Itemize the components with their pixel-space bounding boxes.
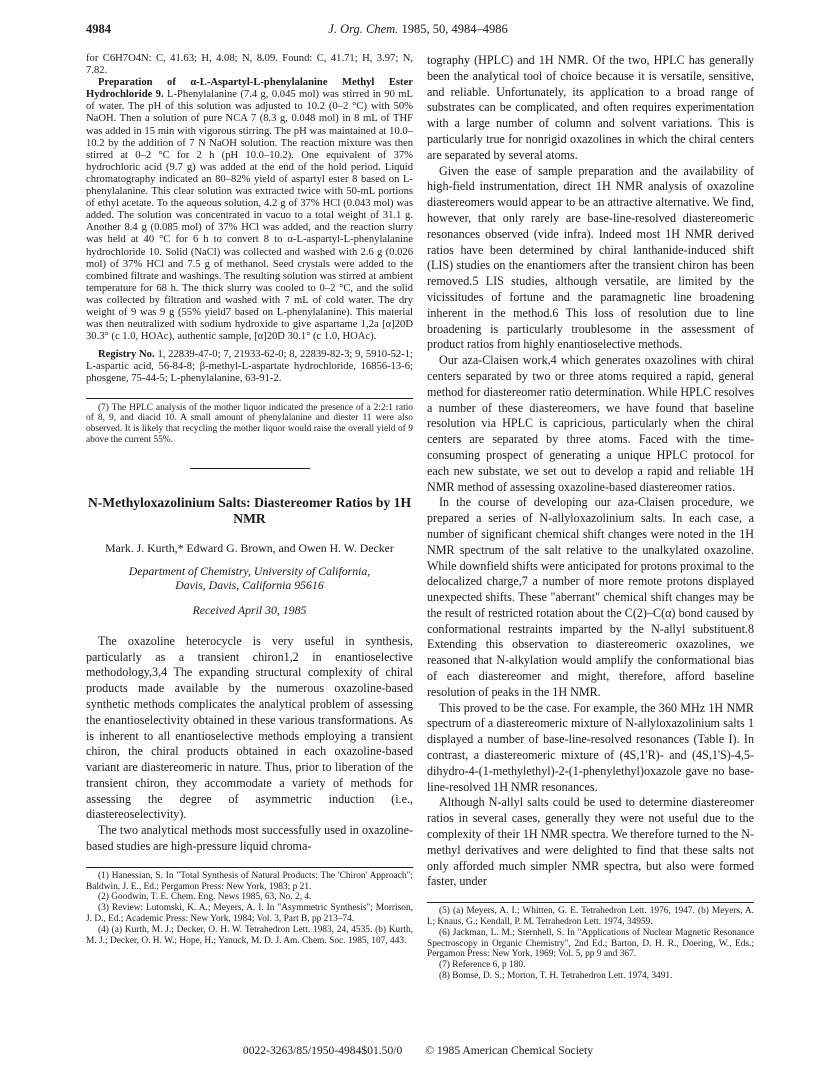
affiliation: Department of Chemistry, University of California, Davis, Davis, California 95616 <box>128 563 371 593</box>
authors: Mark. J. Kurth,* Edward G. Brown, and Owen H. W. Decker <box>105 540 394 555</box>
registry-paragraph <box>86 349 413 385</box>
volume-info: 1985, 50, 4984–4986 <box>401 22 508 36</box>
reference-7: (7) Reference 6, p 180. <box>439 960 526 971</box>
footnote-rule <box>86 398 413 399</box>
reference-4: (4) (a) Kurth, M. J.; Decker, O. H. W. Tetrahedron Lett. 1983, 24, 4535. (b) Kurth, M. J.; Decker, O. H. W.; Hope, H.; Yanuck, M. D. J. Am. Chem. Soc. 1985, 107, 443. <box>86 924 413 946</box>
body-paragraph-6: Although N-allyl salts could be used to determine diastereomer ratios in several cases, generally they were not useful due to the complexity of their 1H NMR spectra. We therefore turned to the N-methyl derivatives and were delighted to find that these salts not only afforded much simpler NMR spectra, but also were formed faster, under <box>427 795 754 889</box>
reference-3: (3) Review: Lutomski, K. A.; Meyers, A. I. In "Asymmetric Synthesis"; Morrison, J. D., Ed.; Academic Press: New York, 1984; Vol. 3, Part B, pp 213–74. <box>86 903 413 925</box>
preparation-paragraph <box>86 77 413 343</box>
body-paragraph-2: Given the ease of sample preparation and the availability of high-field instrumentation, direct 1H NMR analysis of oxazoline diastereomers would appear to be an attractive alternative. We find, however, that only rarely are base-line-resolved diastereomeric resonances observed (vide infra). Indeed most 1H NMR derived ratios have been determined by chiral lanthanide-induced shift (LIS) studies on the enantiomers after the transient chiron has been removed.5 LIS studies, although versatile, are limited by the vicissitudes of fortune and the paramagnetic line broadening inherent in the method.6 This loss of resolution due to line broadening is particularly troublesome in the assessment of product ratios from highly enantioselective methods. <box>427 163 754 352</box>
preparation-text: L-Phenylalanine (7.4 g, 0.045 mol) was stirred in 90 mL of water. The pH of this solution was adjusted to 10.2 (0–2 °C) with 50% NaOH. Then a solution of pure NCA 7 (8.3 g, 0.048 mol) in 8 mL of THF was added in 15 min with vigorous stirring. The pH was maintained at 10.0–10.2 by the addition of 7 N NaOH solution. The reaction mixture was then stirred at 0–2 °C for 2 h (pH 10.0–10.2). One equivalent of 37% hydrochloric acid (9.7 g) was added at the end of the hold period. Liquid chromatography indicated an 80–82% yield of aspartyl ester 8 based on L-phenylalanine. This clear solution was extracted twice with 50-mL portions of ethyl acetate. To the aqueous solution, 4.2 g of 37% HCl (0.043 mol) was added. The solution was concentrated in vacuo to a total weight of 31.1 g. Another 8.4 g (0.085 mol) of 37% HCl was added, and the reaction slurry was held at 40 °C for 6 h to convert 8 to α-L-aspartyl-L-phenylalanine hydrochloride 10. Solid (NaCl) was collected and washed with 2.6 g (0.026 mol) of 37% HCl and 7.5 g of methanol. Seed crystals were added to the combined filtrate and washings. The resulting solution was stirred at ambient temperature for 68 h. The thick slurry was cooled to 0–2 °C, and the solid was collected by filtration and washed with 7 mL of cold water. The dry weight of 9 was 9 g (55% yield7 based on L-phenylalanine). This material was then neutralized with sodium hydroxide to give aspartame 1,2a [α]20D 30.3° (c 1.0, HOAc), authentic sample, [α]20D 30.1° (c 1.0, HOAc). <box>86 89 413 343</box>
footnote-7: (7) The HPLC analysis of the mother liquor indicated the presence of a 2:2:1 ratio of 8, 9, and diacid 10. A small amount of phenylalanine and diester 11 were also observed. It is likely that recycling the mother liquor would raise the overall yield of 9 above the current 55%. <box>86 402 413 445</box>
page-footer <box>86 1044 750 1057</box>
references-rule <box>86 867 413 868</box>
left-column <box>86 53 413 946</box>
reference-list-right <box>427 906 754 982</box>
intro-paragraph-1: The oxazoline heterocycle is very useful in synthesis, particularly as a transient chiron1,2 in enantioselective methodology,3,4 The expanding structural complexity of chiral products made available by the numerous oxazoline-based synthetic methods complicates the analytical problem of assessing the enantioselectivity obtained in these various transformations. As is inherent to all enantioselective methods employing a transient chiron, the chiral products obtained in each oxazoline-based variant are diastereomeric in nature. Thus, prior to liberation of the transient chiron, they accommodate a variety of methods for assessing the degree of asymmetric induction (i.e., diastereoselectivity). <box>86 633 413 822</box>
body-paragraph-3: Our aza-Claisen work,4 which generates oxazolines with chiral centers separated by two or three atoms required a rapid, general method for diastereomer ratio determination. While HPLC resolves a number of these diastereomers, we have found that baseline resolution via HPLC is capricious, particularly when the chiral centers are separated by three atoms. Faced with the time-consuming prospect of generating a unique HPLC protocol for each new substate, we set out to develop a rapid and reliable 1H NMR method of assessing oxazoline-based diastereomer ratios. <box>427 353 754 494</box>
article-separator <box>190 468 310 469</box>
page-header <box>86 22 750 38</box>
reference-2: (2) Goodwin, T. E. Chem. Eng. News 1985, 63, No. 2, 4. <box>98 892 312 903</box>
registry-label: Registry No. <box>98 349 155 361</box>
page-number: 4984 <box>86 22 111 36</box>
registry-text: 1, 22839-47-0; 7, 21933-62-0; 8, 22839-82-3; 9, 5910-52-1; L-aspartic acid, 56-84-8; β-methyl-L-aspartate hydrochloride, 16856-13-6; phosgene, 75-44-5; L-phenylalanine, 63-91-2. <box>86 349 413 385</box>
body-paragraph-1: tography (HPLC) and 1H NMR. Of the two, HPLC has generally been the analytical tool of choice because it is versatile, sensitive, and reliable. Unfortunately, its application to a broad range of substrates can be complicated, and often requires experimentation with a large number of column and solvent variations. This is particularly true for nonrigid oxazolines in which the chiral centers are separated by several atoms. <box>427 53 754 162</box>
elemental-analysis: for C6H7O4N: C, 41.63; H, 4.08; N, 8.09. Found: C, 41.71; H, 3.97; N, 7.82. <box>86 53 413 77</box>
reference-6: (6) Jackman, L. M.; Sternhell, S. In "Applications of Nuclear Magnetic Resonance Spectroscopy in Organic Chemistry", 2nd Ed.; Barton, D. H. R., Doering, W., Eds.; Pergamon Press: New York, 1969; Vol. 5, pp 9 and 367. <box>427 927 754 960</box>
reference-8: (8) Bomse, D. S.; Morton, T. H. Tetrahedron Lett. 1974, 3491. <box>439 971 673 982</box>
reference-list-left <box>86 871 413 947</box>
references-rule-right <box>427 902 754 903</box>
journal-name: J. Org. Chem. <box>328 22 399 36</box>
right-column <box>427 53 754 982</box>
price-code: 0022-3263/85/1950-4984$01.50/0 <box>242 1044 403 1057</box>
copyright: © 1985 American Chemical Society <box>425 1044 594 1057</box>
journal-reference <box>86 22 750 37</box>
body-paragraph-4: In the course of developing our aza-Claisen procedure, we prepared a series of N-allyloxazolinium salts. In each case, a number of significant chemical shift changes were noted in the 1H NMR spectrum of the salt relative to the unalkylated oxazoline. While downfield shifts were anticipated for protons proximal to the delocalized charge,7 a number of more remote protons displayed unexpected shifts. These "aberrant" chemical shift changes may be the result of restricted rotation about the C(2)–C(α) bond caused by conformational restraints imparted by the N-allyl substituent.8 Extending this observation to diastereomeric oxazolines, we reasoned that N-alkylation would amplify the conformational bias of each diastereomer and might, therefore, afford baseline resolution of peaks in the 1H NMR. <box>427 495 754 699</box>
intro-paragraph-2: The two analytical methods most successfully used in oxazoline-based studies are high-pressure liquid chroma- <box>86 823 413 854</box>
body-paragraph-5: This proved to be the case. For example, the 360 MHz 1H NMR spectrum of a diastereomeric mixture of N-allyloxazolinium salts 1 displayed a number of base-line-resolved resonances (Table I). In contrast, a diastereomeric mixture of (4S,1'R)- and (4S,1'S)-4,5-dihydro-4-(1-methylethyl)-2-(1-phenylethyl)oxazole gave no base-line-resolved 1H NMR resonances. <box>427 700 754 794</box>
received-date: Received April 30, 1985 <box>192 602 307 617</box>
reference-5: (5) (a) Meyers, A. I.; Whitten, G. E. Tetrahedron Lett. 1976, 1947. (b) Meyers, A. I.; Knaus, G.; Kendall, P. M. Tetrahedron Lett. 1974, 34959. <box>427 906 754 928</box>
reference-1: (1) Hanessian, S. In "Total Synthesis of Natural Products: The 'Chiron' Approach"; Baldwin, J. E., Ed.; Pergamon Press: New York, 1983; p 21. <box>86 870 413 892</box>
preparation-title: Preparation of α-L-Aspartyl-L-phenylalanine Methyl Ester Hydrochloride 9. <box>86 77 413 101</box>
article-title: N-Methyloxazolinium Salts: Diastereomer Ratios by 1H NMR <box>87 494 412 526</box>
